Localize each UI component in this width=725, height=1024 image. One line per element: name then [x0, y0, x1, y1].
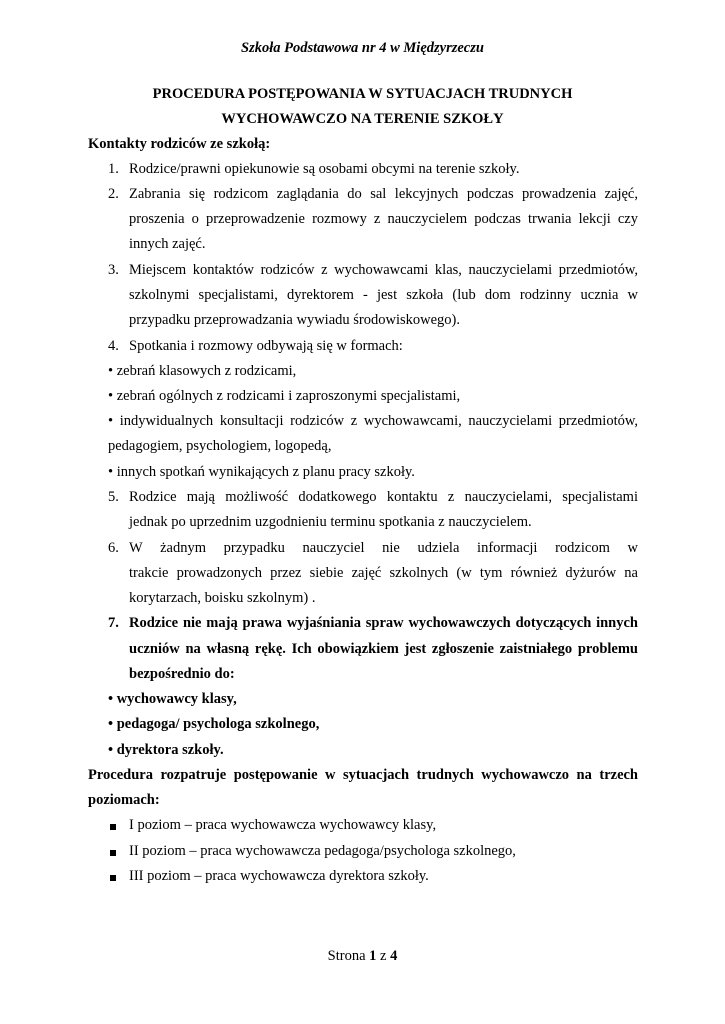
title-line-1: PROCEDURA POSTĘPOWANIA W SYTUACJACH TRUDNYCH	[152, 86, 573, 102]
bullet-item: • dyrektora szkoły.	[108, 742, 224, 758]
section-heading: Kontakty rodziców ze szkołą:	[88, 136, 271, 152]
square-bullet-icon	[110, 824, 116, 830]
level-item: I poziom – praca wychowawcza wychowawcy klasy,	[129, 817, 437, 833]
list-item-text: trakcie prowadzonych przez siebie zajęć szkolnych (w tym również dyżurów na	[129, 565, 638, 581]
procedure-intro: Procedura rozpatruje postępowanie w sytuacjach trudnych wychowawczo na trzech	[88, 767, 638, 783]
list-number: 6.	[108, 540, 119, 556]
bullet-item: • wychowawcy klasy,	[108, 691, 237, 707]
list-item-text: Spotkania i rozmowy odbywają się w formach:	[129, 338, 403, 354]
list-number: 1.	[108, 161, 119, 177]
square-bullet-icon	[110, 850, 116, 856]
school-header: Szkoła Podstawowa nr 4 w Międzyrzeczu	[241, 40, 484, 56]
bullet-item: • zebrań ogólnych z rodzicami i zaproszonymi specjalistami,	[108, 388, 461, 404]
title-line-2: WYCHOWAWCZO NA TERENIE SZKOŁY	[221, 111, 504, 127]
list-item-text: przypadku przeprowadzania wywiadu środowiskowego).	[129, 312, 460, 328]
square-bullet-icon	[110, 875, 116, 881]
footer-of: z	[380, 948, 387, 964]
list-number: 4.	[108, 338, 119, 354]
list-item-text: Rodzice mają możliwość dodatkowego kontaktu z nauczycielami, specjalistami	[129, 489, 638, 505]
list-item-text: bezpośrednio do:	[129, 666, 235, 682]
bullet-item: • indywidualnych konsultacji rodziców z wychowawcami, nauczycielami przedmiotów,	[108, 413, 638, 429]
list-item-text: Rodzice/prawni opiekunowie są osobami obcymi na terenie szkoły.	[129, 161, 520, 177]
bullet-item-continuation: pedagogiem, psychologiem, logopedą,	[108, 438, 332, 454]
list-number: 7.	[108, 615, 119, 631]
list-item-text: Zabrania się rodzicom zaglądania do sal lekcyjnych podczas prowadzenia zajęć,	[129, 186, 638, 202]
footer-page-number: 1	[369, 948, 377, 964]
list-number: 3.	[108, 262, 119, 278]
list-item-text: korytarzach, boisku szkolnym) .	[129, 590, 316, 606]
procedure-intro: poziomach:	[88, 792, 160, 808]
list-number: 5.	[108, 489, 119, 505]
list-item-text: uczniów na własną rękę. Ich obowiązkiem jest zgłoszenie zaistniałego problemu	[129, 641, 638, 657]
footer-label: Strona	[327, 948, 366, 964]
level-item: III poziom – praca wychowawcza dyrektora szkoły.	[129, 868, 429, 884]
list-number: 2.	[108, 186, 119, 202]
list-item-text: szkolnymi specjalistami, dyrektorem - jest szkoła (lub dom rodzinny ucznia w	[129, 287, 638, 303]
bullet-item: • innych spotkań wynikających z planu pracy szkoły.	[108, 464, 415, 480]
list-item-text: jednak po uprzednim uzgodnieniu terminu spotkania z nauczycielem.	[129, 514, 532, 530]
list-item-text: W żadnym przypadku nauczyciel nie udziela informacji rodzicom w	[129, 540, 638, 556]
bullet-item: • pedagoga/ psychologa szkolnego,	[108, 716, 320, 732]
bullet-item: • zebrań klasowych z rodzicami,	[108, 363, 297, 379]
footer-total-pages: 4	[390, 948, 398, 964]
page-footer	[0, 948, 725, 965]
list-item-text: innych zajęć.	[129, 236, 206, 252]
list-item-text: Rodzice nie mają prawa wyjaśniania spraw wychowawczych dotyczących innych	[129, 615, 638, 631]
list-item-text: proszenia o przeprowadzenie rozmowy z nauczycielem podczas trwania lekcji czy	[129, 211, 638, 227]
list-item-text: Miejscem kontaktów rodziców z wychowawcami klas, nauczycielami przedmiotów,	[129, 262, 638, 278]
level-item: II poziom – praca wychowawcza pedagoga/psychologa szkolnego,	[129, 843, 516, 859]
